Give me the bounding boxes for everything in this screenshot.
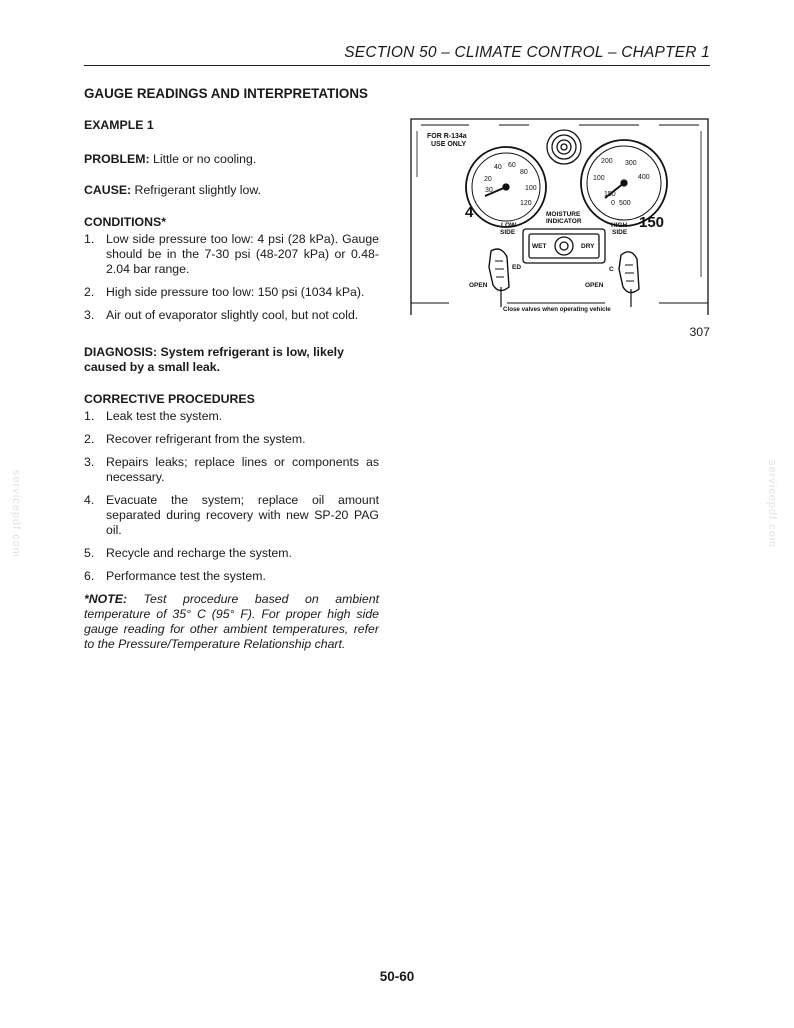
list-item — [84, 409, 379, 424]
item-text: Recover refrigerant from the system. — [106, 432, 306, 446]
item-number: 4. — [84, 493, 95, 507]
example-heading: EXAMPLE 1 — [84, 118, 154, 132]
fig-tick: 120 — [520, 200, 532, 207]
cause-line — [84, 183, 379, 198]
figure-number: 307 — [689, 325, 710, 339]
main-heading: GAUGE READINGS AND INTERPRETATIONS — [84, 86, 368, 101]
item-text: Leak test the system. — [106, 409, 223, 423]
conditions-heading: CONDITIONS* — [84, 215, 166, 229]
page-number: 50-60 — [379, 969, 415, 984]
item-number: 6. — [84, 569, 95, 583]
item-number: 3. — [84, 308, 95, 322]
footnote — [84, 592, 379, 652]
header-rule — [84, 65, 710, 66]
list-item — [84, 432, 379, 447]
fig-label-open-right: OPEN — [585, 282, 604, 289]
fig-tick: 80 — [520, 169, 528, 176]
fig-tick: 100 — [593, 175, 605, 182]
conditions-list — [84, 232, 379, 323]
fig-high-reading: 150 — [639, 214, 665, 231]
problem-line — [84, 152, 379, 167]
item-number: 2. — [84, 285, 95, 299]
item-number: 1. — [84, 409, 95, 423]
diagnosis: DIAGNOSIS: System refrigerant is low, likely caused by a small leak. — [84, 345, 344, 374]
fig-tick: 150 — [604, 191, 616, 198]
fig-label-closed-left: ED — [512, 264, 522, 271]
fig-low-reading: 4 — [465, 204, 474, 221]
item-number: 5. — [84, 546, 95, 560]
fig-tick: 200 — [601, 158, 613, 165]
item-number: 3. — [84, 455, 95, 469]
list-item — [84, 493, 379, 538]
list-item — [84, 455, 379, 485]
fig-label-indicator: INDICATOR — [546, 218, 582, 225]
fig-tick: 60 — [508, 162, 516, 169]
section-header: SECTION 50 – CLIMATE CONTROL – CHAPTER 1 — [344, 44, 710, 61]
item-text: Performance test the system. — [106, 569, 266, 583]
item-number: 2. — [84, 432, 95, 446]
fig-tick: 30 — [485, 187, 493, 194]
list-item — [84, 285, 379, 300]
corrective-list — [84, 409, 379, 584]
cause-text: Refrigerant slightly low. — [131, 183, 261, 197]
fig-label-low-side: SIDE — [500, 229, 516, 236]
corrective-heading: CORRECTIVE PROCEDURES — [84, 392, 255, 406]
item-text: Air out of evaporator slightly cool, but not cold. — [106, 308, 359, 322]
watermark-right: servicepdf.com — [766, 460, 778, 548]
fig-label-high-side: SIDE — [612, 229, 628, 236]
fig-label-closed-right: C — [609, 266, 614, 273]
fig-label-dry: DRY — [581, 243, 595, 250]
gauge-illustration — [409, 117, 710, 317]
fig-label-moisture: MOISTURE — [546, 211, 581, 218]
fig-label-use-only: USE ONLY — [431, 141, 467, 148]
fig-label-wet: WET — [532, 243, 547, 250]
list-item — [84, 546, 379, 561]
fig-label-low: LOW — [501, 222, 517, 229]
cause-label: CAUSE: — [84, 183, 132, 197]
fig-tick: 400 — [638, 174, 650, 181]
fig-tick: 300 — [625, 160, 637, 167]
fig-caption: Close valves when operating vehicle — [503, 306, 611, 313]
item-text: Low side pressure too low: 4 psi (28 kPa). Gauge should be in the 7-30 psi (48-207 kPa) or 0.48-2.04 bar range. — [106, 232, 379, 276]
watermark-left: servicepdf.com — [10, 470, 22, 558]
fig-tick: 20 — [484, 176, 492, 183]
item-text: Recycle and recharge the system. — [106, 546, 292, 560]
fig-tick: 0 — [611, 200, 615, 207]
note-text: Test procedure based on ambient temperature of 35° C (95° F). For proper high side gauge reading for other ambient temperatures, refer to the Pressure/Temperature Relationship chart. — [84, 592, 379, 651]
fig-tick: 40 — [494, 164, 502, 171]
content-column — [84, 118, 379, 652]
list-item — [84, 232, 379, 277]
problem-text: Little or no cooling. — [149, 152, 257, 166]
note-label: *NOTE: — [84, 592, 128, 606]
list-item — [84, 569, 379, 584]
item-number: 1. — [84, 232, 95, 246]
list-item — [84, 308, 379, 323]
fig-label-open-left: OPEN — [469, 282, 488, 289]
item-text: Evacuate the system; replace oil amount separated during recovery with new SP-20 PAG oil. — [106, 493, 379, 537]
problem-label: PROBLEM: — [84, 152, 150, 166]
fig-tick: 500 — [619, 200, 631, 207]
fig-tick: 100 — [525, 185, 537, 192]
fig-label-refrigerant: FOR R-134a — [427, 133, 467, 140]
fig-label-high: HIGH — [611, 222, 628, 229]
item-text: Repairs leaks; replace lines or components as necessary. — [106, 455, 379, 484]
item-text: High side pressure too low: 150 psi (1034 kPa). — [106, 285, 365, 299]
